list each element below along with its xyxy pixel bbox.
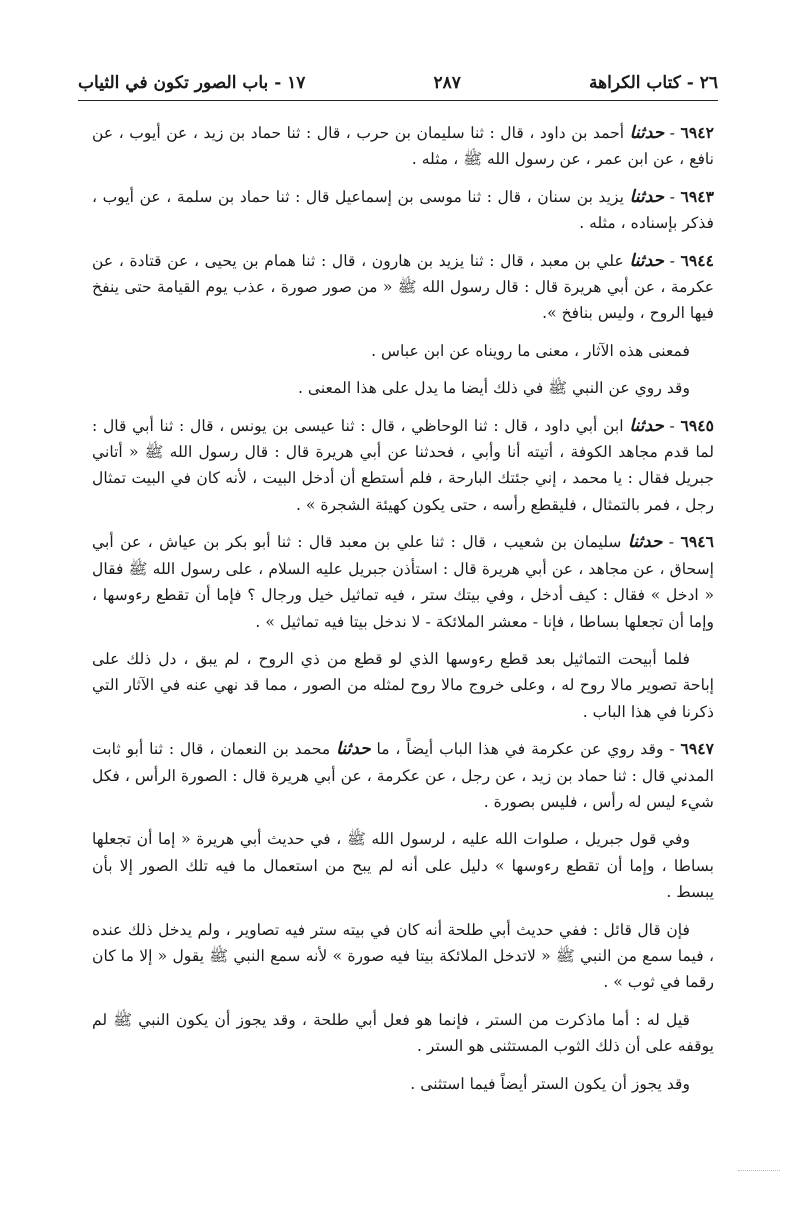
hadith-number: ٦٩٤٧	[680, 739, 714, 759]
book-title: ٢٦ - كتاب الكراهة	[589, 73, 718, 93]
commentary-paragraph: قيل له : أما ماذكرت من الستر ، فإنما هو فعل أبي طلحة ، وقد يجوز أن يكون النبي ﷺ لم يوقفه على أن ذلك الثوب المستثنى هو الستر .	[92, 1010, 714, 1056]
hadith-keyword: حدثنا	[629, 123, 665, 143]
page-number: ٢٨٧	[433, 73, 461, 93]
commentary-paragraph: فلما أبيحت التماثيل بعد قطع رءوسها الذي لو قطع من ذي الروح ، لم يبق ، دل ذلك على إباحة تصوير مالا روح له ، وعلى خروج مالا روح لمثله من الصور ، مما قد نهي عنه في الآثار التي ذكرنا في هذا الباب .	[92, 649, 714, 721]
hadith-keyword: حدثنا	[629, 250, 664, 271]
hadith-keyword: حدثنا	[629, 415, 664, 436]
hadith-entry: ٦٩٤٣ - حدثنا يزيد بن سنان ، قال : ثنا موسى بن إسماعيل قال : ثنا حماد بن سلمة ، عن أيوب ، فذكر بإسناده ، مثله .	[92, 186, 714, 233]
commentary-paragraph: فإن قال قائل : ففي حديث أبي طلحة أنه كان في بيته ستر فيه تصاوير ، ولم يدخل ذلك عنده ، فيما سمع من النبي ﷺ « لاتدخل الملائكة بيتا فيه صورة » لأنه سمع النبي ﷺ يقول « إلا ما كان رقما في ثوب » .	[92, 920, 714, 992]
hadith-number: ٦٩٤٤	[680, 250, 715, 270]
hadith-text: يزيد بن سنان ، قال : ثنا موسى بن إسماعيل قال : ثنا حماد بن سلمة ، عن أيوب ، فذكر بإسناده ، مثله .	[92, 187, 714, 233]
hadith-keyword: حدثنا	[627, 532, 663, 553]
hadith-text: محمد بن النعمان ، قال : ثنا أبو ثابت المدني قال : ثنا حماد بن زيد ، عن رجل ، عن عكرمة ، عن أبي هريرة قال : الصورة الرأس ، فكل شيء ليس له رأس ، فليس بصورة .	[92, 740, 714, 811]
hadith-keyword: حدثنا	[336, 739, 371, 760]
hadith-text: علي بن معبد ، قال : ثنا يزيد بن هارون ، قال : ثنا همام بن يحيى ، عن قتادة ، عن عكرمة ، عن أبي هريرة قال : قال رسول الله ﷺ « من صور صورة ، عذب يوم القيامة حتى ينفخ فيها الروح ، وليس بنافخ ».	[92, 251, 714, 323]
commentary-paragraph: وفي قول جبريل ، صلوات الله عليه ، لرسول الله ﷺ ، في حديث أبي هريرة « إما أن تجعلها بساطا ، وإما أن تقطع رءوسها » دليل على أنه لم يبح من استعمال ما فيه تلك الصور إلا بأن يبسط .	[92, 830, 714, 902]
hadith-entry: ٦٩٤٤ - حدثنا علي بن معبد ، قال : ثنا يزيد بن هارون ، قال : ثنا همام بن يحيى ، عن قتادة ، عن عكرمة ، عن أبي هريرة قال : قال رسول الله ﷺ « من صور صورة ، عذب يوم القيامة حتى ينفخ فيها الروح ، وليس بنافخ ».	[92, 250, 715, 323]
page-corner-mark	[738, 1170, 780, 1171]
hadith-entry: ٦٩٤٢ - حدثنا أحمد بن داود ، قال : ثنا سليمان بن حرب ، قال : ثنا حماد بن زيد ، عن أيوب ، عن نافع ، عن ابن عمر ، عن رسول الله ﷺ ، مثله .	[92, 123, 714, 169]
commentary-paragraph: فمعنى هذه الآثار ، معنى ما رويناه عن ابن عباس .	[371, 341, 690, 360]
commentary-paragraph: وقد روي عن النبي ﷺ في ذلك أيضا ما يدل على هذا المعنى .	[297, 379, 690, 398]
hadith-number: ٦٩٤٣	[680, 186, 714, 206]
hadith-number: ٦٩٤٥	[680, 415, 714, 435]
hadith-lead-text: وقد روي عن عكرمة في هذا الباب أيضاً ، ما	[376, 740, 664, 759]
hadith-text: ابن أبي داود ، قال : ثنا الوحاظي ، قال : ثنا عيسى بن يونس ، قال : ثنا أبي قال : لما قدم مجاهد الكوفة ، أتيته أنا وأبي ، فحدثنا عن أبي هريرة قال : قال رسول الله ﷺ « أتاني جبريل فقال : يا محمد ، إني جئتك البارحة ، فلم أستطع أن أدخل البيت ، لأنه كان في البيت تمثال رجل ، فمر بالتمثال ، فليقطع رأسه ، حتى يكون كهيئة الشجرة » .	[92, 416, 714, 514]
hadith-entry: ٦٩٤٧ - وقد روي عن عكرمة في هذا الباب أيضاً ، ما حدثنا محمد بن النعمان ، قال : ثنا أبو ثابت المدني قال : ثنا حماد بن زيد ، عن رجل ، عن عكرمة ، عن أبي هريرة قال : الصورة الرأس ، فكل شيء ليس له رأس ، فليس بصورة .	[92, 739, 714, 811]
closing-paragraph: وقد يجوز أن يكون الستر أيضاً فيما استثنى .	[410, 1074, 690, 1093]
page-header	[78, 68, 718, 98]
hadith-entry: ٦٩٤٦ - حدثنا سليمان بن شعيب ، قال : ثنا علي بن معبد قال : ثنا أبو بكر بن عياش ، عن أبي إسحاق ، عن مجاهد ، عن أبي هريرة قال : استأذن جبريل عليه السلام ، على رسول الله ﷺ فقال « ادخل » فقال : كيف أدخل ، وفي بيتك ستر ، فيه تماثيل خيل ورجال ؟ فإما أن تقطع رءوسها ، وإما أن تجعلها بساطا ، فإنا - معشر الملائكة - لا ندخل بيتا فيه تماثيل » .	[92, 532, 714, 631]
page-content	[92, 120, 714, 1108]
chapter-title: ١٧ - باب الصور تكون في الثياب	[78, 73, 306, 93]
hadith-entry: ٦٩٤٥ - حدثنا ابن أبي داود ، قال : ثنا الوحاظي ، قال : ثنا عيسى بن يونس ، قال : ثنا أبي قال : لما قدم مجاهد الكوفة ، أتيته أنا وأبي ، فحدثنا عن أبي هريرة قال : قال رسول الله ﷺ « أتاني جبريل فقال : يا محمد ، إني جئتك البارحة ، فلم أستطع أن أدخل البيت ، لأنه كان في البيت تمثال رجل ، فمر بالتمثال ، فليقطع رأسه ، حتى يكون كهيئة الشجرة » .	[92, 415, 714, 514]
header-divider	[78, 100, 718, 101]
hadith-number: ٦٩٤٢	[680, 123, 714, 142]
hadith-text: سليمان بن شعيب ، قال : ثنا علي بن معبد قال : ثنا أبو بكر بن عياش ، عن أبي إسحاق ، عن مجاهد ، عن أبي هريرة قال : استأذن جبريل عليه السلام ، على رسول الله ﷺ فقال « ادخل » فقال : كيف أدخل ، وفي بيتك ستر ، فيه تماثيل خيل ورجال ؟ فإما أن تقطع رءوسها ، وإما أن تجعلها بساطا ، فإنا - معشر الملائكة - لا ندخل بيتا فيه تماثيل » .	[92, 533, 714, 631]
hadith-text: أحمد بن داود ، قال : ثنا سليمان بن حرب ، قال : ثنا حماد بن زيد ، عن أيوب ، عن نافع ، عن ابن عمر ، عن رسول الله ﷺ ، مثله .	[92, 124, 714, 169]
hadith-keyword: حدثنا	[629, 186, 665, 207]
hadith-number: ٦٩٤٦	[680, 532, 714, 552]
